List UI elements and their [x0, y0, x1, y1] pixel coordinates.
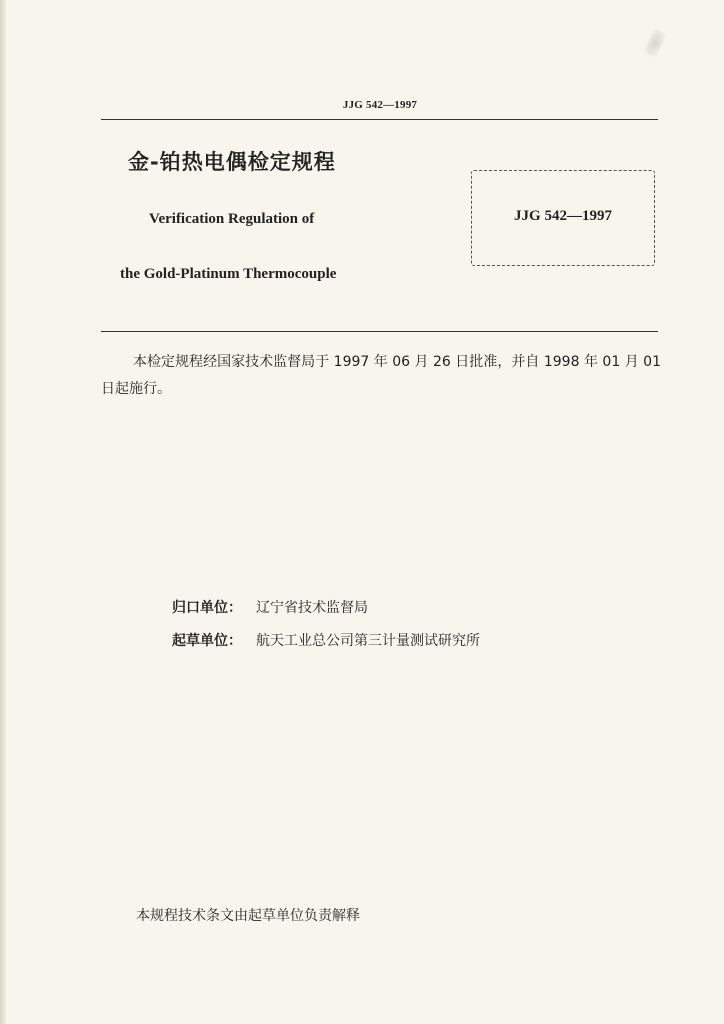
responsible-unit-label: 归口单位： [172, 600, 242, 616]
drafting-unit-row [172, 630, 480, 650]
approval-statement: 本检定规程经国家技术监督局于 1997 年 06 月 26 日批准，并自 1998 年 01 月 01 日起施行。 [101, 354, 661, 397]
english-title-line-1: Verification Regulation of [149, 211, 315, 227]
standard-code-box [471, 170, 655, 266]
drafting-unit-label: 起草单位： [172, 633, 242, 649]
drafting-unit-value: 航天工业总公司第三计量测试研究所 [256, 633, 480, 649]
top-rule [101, 119, 658, 120]
chinese-title: 金-铂热电偶检定规程 [128, 150, 336, 174]
english-title-line-2: the Gold-Platinum Thermocouple [120, 266, 337, 282]
middle-rule [101, 331, 658, 332]
responsible-unit-value: 辽宁省技术监督局 [256, 600, 368, 616]
header-standard-code: JJG 542—1997 [342, 99, 418, 111]
paper-smudge [643, 28, 667, 57]
responsible-unit-row [172, 597, 368, 617]
interpretation-note: 本规程技术条文由起草单位负责解释 [136, 908, 360, 924]
standard-code: JJG 542—1997 [514, 208, 612, 224]
page-edge-shadow [0, 0, 6, 1024]
